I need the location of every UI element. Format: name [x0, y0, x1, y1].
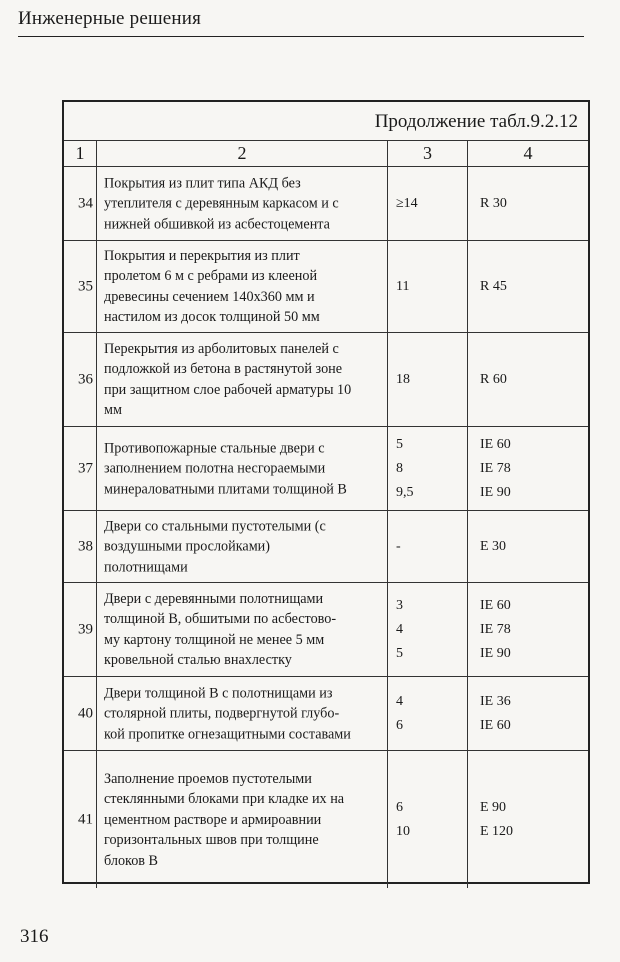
- row-number: 34: [78, 195, 93, 211]
- thickness-value: 11: [396, 278, 410, 294]
- thickness-cell: [388, 333, 468, 426]
- description-line: Покрытия и перекрытия из плит: [104, 247, 300, 264]
- description-line: цементном растворе и армироавнии: [104, 811, 322, 828]
- row-number-cell: [64, 751, 97, 888]
- table-row: [64, 677, 588, 751]
- thickness-value: 4: [396, 621, 403, 637]
- description-line: нижней обшивкой из асбестоцемента: [104, 215, 330, 232]
- row-number-cell: [64, 511, 97, 582]
- fire-rating-value: IE 60: [480, 436, 511, 452]
- running-head: Инженерные решения: [18, 8, 202, 29]
- description-line: Покрытия из плит типа АКД без: [104, 174, 301, 191]
- fire-rating-cell: [468, 427, 588, 510]
- description-line: минераловатными плитами толщиной В: [104, 480, 347, 497]
- row-number: 37: [78, 460, 93, 476]
- row-number: 40: [78, 705, 93, 721]
- fire-rating-value: IE 90: [480, 645, 511, 661]
- thickness-value: 5: [396, 645, 403, 661]
- description-line: Заполнение проемов пустотелыми: [104, 770, 312, 787]
- description-line: полотнищами: [104, 558, 188, 575]
- table-row: [64, 333, 588, 427]
- row-number-cell: [64, 677, 97, 750]
- header-cell-4: 4: [523, 143, 533, 163]
- thickness-value: -: [396, 538, 401, 554]
- header-cell-1: 1: [64, 141, 97, 166]
- description-line: блоков В: [104, 852, 159, 869]
- fire-rating-value: E 120: [480, 823, 514, 839]
- table-continuation-caption: [64, 102, 588, 141]
- row-number-cell: [64, 583, 97, 676]
- table-row: [64, 167, 588, 241]
- fire-rating-value: R 45: [480, 278, 507, 294]
- description-cell: [97, 583, 388, 676]
- description-cell: [97, 751, 388, 888]
- description-line: му картону толщиной не менее 5 мм: [104, 631, 325, 648]
- description-line: Двери с деревянными полотнищами: [104, 590, 324, 607]
- thickness-cell: [388, 751, 468, 888]
- fire-rating-cell: [468, 333, 588, 426]
- thickness-cell: [388, 583, 468, 676]
- row-number: 39: [78, 621, 93, 637]
- description-cell: [97, 677, 388, 750]
- description-cell: [97, 333, 388, 426]
- description-line: стеклянными блоками при кладке их на: [104, 790, 345, 807]
- header-cell-2: 2: [97, 141, 388, 166]
- fire-rating-cell: [468, 241, 588, 332]
- table-header-row: [64, 141, 588, 167]
- thickness-value: 3: [396, 597, 403, 613]
- thickness-value: 18: [396, 371, 410, 387]
- description-line: пролетом 6 м с ребрами из клееной: [104, 268, 318, 284]
- header-cell-3: 3: [388, 141, 468, 166]
- thickness-cell: [388, 511, 468, 582]
- description-line: толщиной В, обшитыми по асбестово-: [104, 611, 337, 627]
- thickness-cell: [388, 427, 468, 510]
- fire-resistance-table: [62, 100, 590, 884]
- fire-rating-cell: [468, 751, 588, 888]
- fire-rating-cell: [468, 511, 588, 582]
- thickness-cell: [388, 167, 468, 240]
- header-rule: [18, 36, 584, 37]
- description-line: Двери со стальными пустотелыми (с: [104, 517, 326, 534]
- description-cell: [97, 241, 388, 332]
- description-cell: [97, 427, 388, 510]
- row-number-cell: [64, 241, 97, 332]
- description-line: древесины сечением 140х360 мм и: [104, 288, 315, 305]
- thickness-value: 6: [396, 717, 403, 733]
- thickness-value: 9,5: [396, 484, 414, 500]
- fire-rating-cell: [468, 583, 588, 676]
- row-number: 36: [78, 371, 93, 387]
- description-line: кровельной сталью внахлестку: [104, 652, 292, 668]
- thickness-value: ≥14: [396, 195, 418, 211]
- description-line: воздушными прослойками): [104, 538, 270, 555]
- fire-rating-value: R 60: [480, 371, 507, 387]
- description-line: мм: [104, 402, 122, 418]
- description-line: кой пропитке огнезащитными составами: [104, 725, 351, 742]
- fire-rating-value: E 90: [480, 799, 507, 815]
- thickness-value: 8: [396, 460, 403, 476]
- thickness-value: 5: [396, 436, 403, 452]
- table-row: [64, 751, 588, 888]
- continuation-label: Продолжение табл.9.2.12: [374, 111, 578, 132]
- row-number-cell: [64, 333, 97, 426]
- description-line: утеплителя с деревянным каркасом и с: [104, 195, 339, 212]
- row-number: 38: [78, 538, 93, 554]
- thickness-cell: [388, 677, 468, 750]
- fire-rating-value: IE 78: [480, 460, 511, 476]
- table-row: [64, 583, 588, 677]
- description-line: столярной плиты, подвергнутой глубо-: [104, 705, 340, 722]
- description-cell: [97, 167, 388, 240]
- row-number: 35: [78, 278, 93, 294]
- fire-rating-value: R 30: [480, 195, 507, 211]
- description-line: Двери толщиной В с полотнищами из: [104, 684, 333, 701]
- thickness-value: 4: [396, 693, 403, 709]
- description-line: Перекрытия из арболитовых панелей с: [104, 340, 339, 357]
- description-cell: [97, 511, 388, 582]
- description-line: при защитном слое рабочей арматуры 10: [104, 381, 352, 398]
- description-line: горизонтальных швов при толщине: [104, 831, 319, 848]
- fire-rating-cell: [468, 677, 588, 750]
- fire-rating-value: IE 36: [480, 693, 511, 709]
- row-number: 41: [78, 811, 93, 827]
- fire-rating-value: IE 90: [480, 484, 511, 500]
- fire-rating-cell: [468, 167, 588, 240]
- thickness-value: 6: [396, 799, 403, 815]
- row-number-cell: [64, 167, 97, 240]
- fire-rating-value: IE 60: [480, 597, 511, 613]
- table-row: [64, 241, 588, 333]
- description-line: подложкой из бетона в растянутой зоне: [104, 361, 343, 377]
- table-row: [64, 427, 588, 511]
- table-row: [64, 511, 588, 583]
- thickness-value: 10: [396, 823, 410, 839]
- row-number-cell: [64, 427, 97, 510]
- fire-rating-value: IE 78: [480, 621, 511, 637]
- fire-rating-value: IE 60: [480, 717, 511, 733]
- thickness-cell: [388, 241, 468, 332]
- description-line: Противопожарные стальные двери с: [104, 439, 325, 456]
- fire-rating-value: E 30: [480, 538, 507, 554]
- description-line: настилом из досок толщиной 50 мм: [104, 309, 320, 325]
- page-number: 316: [20, 926, 49, 947]
- description-line: заполнением полотна несгораемыми: [104, 460, 326, 477]
